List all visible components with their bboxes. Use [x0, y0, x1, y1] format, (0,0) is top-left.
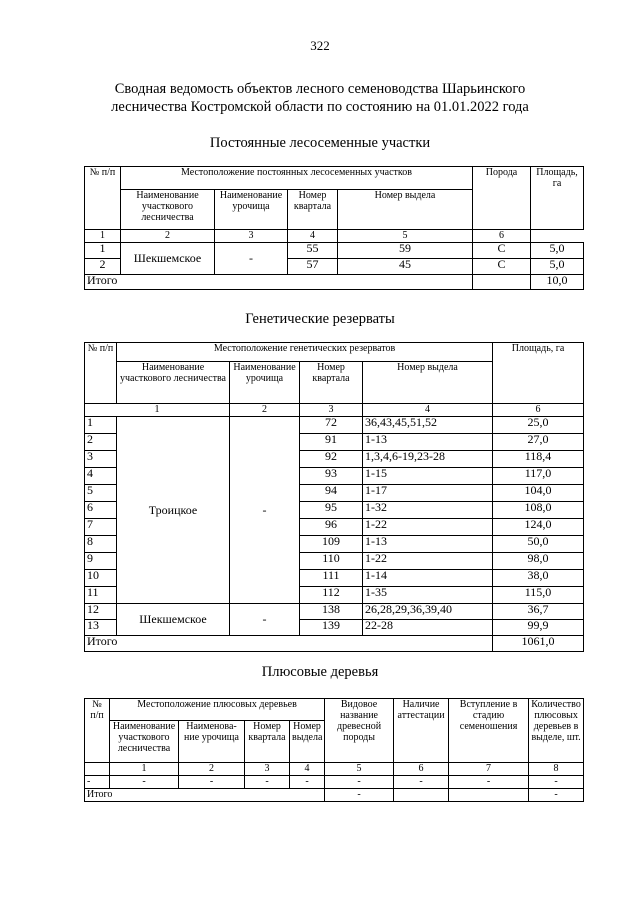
forestry-cell: Шекшемское: [117, 604, 230, 636]
col-header-forestry: Наименование участкового лесничества: [117, 362, 230, 404]
col-header-num: № п/п: [85, 343, 117, 404]
total-label: Итого: [85, 789, 325, 802]
species-cell: С: [473, 243, 531, 259]
quarter-cell: 95: [300, 502, 363, 519]
col-index: 8: [529, 763, 584, 776]
total-empty: [473, 275, 531, 290]
area-cell: 108,0: [493, 502, 584, 519]
plot-cell: 45: [338, 259, 473, 275]
plot-cell: 1-14: [363, 570, 493, 587]
col-index: 4: [288, 230, 338, 243]
col-index: 6: [473, 230, 531, 243]
total-row: [85, 789, 584, 802]
cell: -: [85, 776, 110, 789]
col-index: 3: [300, 404, 363, 417]
col-header-num: № п/п: [85, 167, 121, 230]
quarter-cell: 93: [300, 468, 363, 485]
row-num: 2: [85, 434, 117, 451]
table-row: [85, 417, 584, 434]
col-index-empty: [85, 763, 110, 776]
plot-cell: 1-13: [363, 536, 493, 553]
title-line-2: лесничества Костромской области по состоянию на 01.01.2022 года: [111, 99, 529, 115]
col-header-area: Площадь, га: [493, 343, 584, 404]
row-num: 1: [85, 243, 121, 259]
total-label: Итого: [85, 275, 473, 290]
forestry-cell: Шекшемское: [121, 243, 215, 275]
total-area: 1061,0: [493, 636, 584, 652]
plot-cell: 26,28,29,36,39,40: [363, 604, 493, 620]
species-cell: С: [473, 259, 531, 275]
total-area: 10,0: [531, 275, 584, 290]
col-header-forestry: Наименование участкового лесничества: [110, 721, 179, 763]
quarter-cell: 72: [300, 417, 363, 434]
col-index: 3: [245, 763, 290, 776]
col-index: 1: [85, 404, 230, 417]
col-index: 5: [338, 230, 473, 243]
plot-cell: 1-32: [363, 502, 493, 519]
total-empty: [449, 789, 529, 802]
col-header-tract: Наименование урочища: [215, 190, 288, 230]
row-num: 9: [85, 553, 117, 570]
cell: -: [290, 776, 325, 789]
col-index: 1: [110, 763, 179, 776]
row-num: 2: [85, 259, 121, 275]
col-index: 2: [230, 404, 300, 417]
col-header-location: Местоположение плюсовых деревьев: [110, 699, 325, 721]
total-row: [85, 275, 584, 290]
area-cell: 118,4: [493, 451, 584, 468]
tract-cell: -: [230, 417, 300, 604]
col-header-quarter: Номер квартала: [288, 190, 338, 230]
col-index: 1: [85, 230, 121, 243]
total-count: -: [529, 789, 584, 802]
total-empty: [394, 789, 449, 802]
row-num: 4: [85, 468, 117, 485]
col-index: 6: [394, 763, 449, 776]
col-header-species: Видовое название древесной породы: [325, 699, 394, 763]
tract-cell: -: [230, 604, 300, 636]
col-header-plot: Номер выдела: [363, 362, 493, 404]
col-header-attestation: Наличие аттестации: [394, 699, 449, 763]
col-index: 7: [449, 763, 529, 776]
plot-cell: 1,3,4,6-19,23-28: [363, 451, 493, 468]
page-number: 322: [310, 38, 330, 53]
quarter-cell: 112: [300, 587, 363, 604]
quarter-cell: 96: [300, 519, 363, 536]
section-heading-seed-plots: Постоянные лесосеменные участки: [209, 135, 431, 151]
plus-trees-table: [84, 698, 584, 802]
col-header-tract: Наименование урочища: [230, 362, 300, 404]
area-cell: 115,0: [493, 587, 584, 604]
forestry-cell: Троицкое: [117, 417, 230, 604]
table-row: [85, 243, 584, 259]
plot-cell: 1-15: [363, 468, 493, 485]
plot-cell: 1-17: [363, 485, 493, 502]
col-index: 6: [493, 404, 584, 417]
col-header-area: Площадь, га: [531, 167, 584, 230]
col-index: 2: [179, 763, 245, 776]
tract-cell: -: [215, 243, 288, 275]
row-num: 13: [85, 620, 117, 636]
area-cell: 25,0: [493, 417, 584, 434]
table-row: [85, 776, 584, 789]
row-num: 6: [85, 502, 117, 519]
cell: -: [325, 776, 394, 789]
cell: -: [245, 776, 290, 789]
row-num: 3: [85, 451, 117, 468]
row-num: 12: [85, 604, 117, 620]
quarter-cell: 92: [300, 451, 363, 468]
col-header-quarter: Номер квартала: [300, 362, 363, 404]
area-cell: 98,0: [493, 553, 584, 570]
section-heading-plus-trees: Плюсовые деревья: [261, 664, 379, 680]
quarter-cell: 91: [300, 434, 363, 451]
area-cell: 104,0: [493, 485, 584, 502]
area-cell: 124,0: [493, 519, 584, 536]
area-cell: 117,0: [493, 468, 584, 485]
plot-cell: 1-22: [363, 519, 493, 536]
col-index: 4: [290, 763, 325, 776]
area-cell: 38,0: [493, 570, 584, 587]
plot-cell: 36,43,45,51,52: [363, 417, 493, 434]
area-cell: 99,9: [493, 620, 584, 636]
area-cell: 27,0: [493, 434, 584, 451]
area-cell: 36,7: [493, 604, 584, 620]
col-header-tract: Наименова-ние урочища: [179, 721, 245, 763]
cell: -: [179, 776, 245, 789]
col-header-forestry: Наименование участкового лесничества: [121, 190, 215, 230]
col-header-count: Количество плюсовых деревьев в выделе, шт.: [529, 699, 584, 763]
col-index: 3: [215, 230, 288, 243]
plot-cell: 1-13: [363, 434, 493, 451]
quarter-cell: 139: [300, 620, 363, 636]
row-num: 1: [85, 417, 117, 434]
plot-cell: 1-35: [363, 587, 493, 604]
quarter-cell: 57: [288, 259, 338, 275]
genetic-reserves-table: [84, 342, 584, 652]
document-title: [60, 80, 580, 116]
quarter-cell: 109: [300, 536, 363, 553]
section-heading-genetic-reserves: Генетические резерваты: [245, 311, 395, 327]
col-index: 2: [121, 230, 215, 243]
cell: -: [529, 776, 584, 789]
total-row: [85, 636, 584, 652]
quarter-cell: 55: [288, 243, 338, 259]
seed-plots-table: [84, 166, 584, 290]
title-line-1: Сводная ведомость объектов лесного семеноводства Шарьинского: [114, 81, 526, 97]
area-cell: 5,0: [531, 243, 584, 259]
cell: -: [110, 776, 179, 789]
col-index: 4: [363, 404, 493, 417]
row-num: 8: [85, 536, 117, 553]
row-num: 7: [85, 519, 117, 536]
col-header-quarter: Номер квартала: [245, 721, 290, 763]
col-index: 5: [325, 763, 394, 776]
quarter-cell: 138: [300, 604, 363, 620]
quarter-cell: 111: [300, 570, 363, 587]
col-header-plot: Номер выдела: [290, 721, 325, 763]
area-cell: 50,0: [493, 536, 584, 553]
row-num: 10: [85, 570, 117, 587]
quarter-cell: 94: [300, 485, 363, 502]
col-header-location: Местоположение постоянных лесосеменных участков: [121, 167, 473, 190]
area-cell: 5,0: [531, 259, 584, 275]
plot-cell: 22-28: [363, 620, 493, 636]
col-header-plot: Номер выдела: [338, 190, 473, 230]
cell: -: [394, 776, 449, 789]
total-species: -: [325, 789, 394, 802]
row-num: 11: [85, 587, 117, 604]
quarter-cell: 110: [300, 553, 363, 570]
col-header-species: Порода: [473, 167, 531, 230]
plot-cell: 1-22: [363, 553, 493, 570]
cell: -: [449, 776, 529, 789]
total-label: Итого: [85, 636, 493, 652]
row-num: 5: [85, 485, 117, 502]
col-header-num: № п/п: [85, 699, 110, 763]
col-header-seeding: Вступление в стадию семеношения: [449, 699, 529, 763]
plot-cell: 59: [338, 243, 473, 259]
col-header-location: Местоположение генетических резерватов: [117, 343, 493, 362]
